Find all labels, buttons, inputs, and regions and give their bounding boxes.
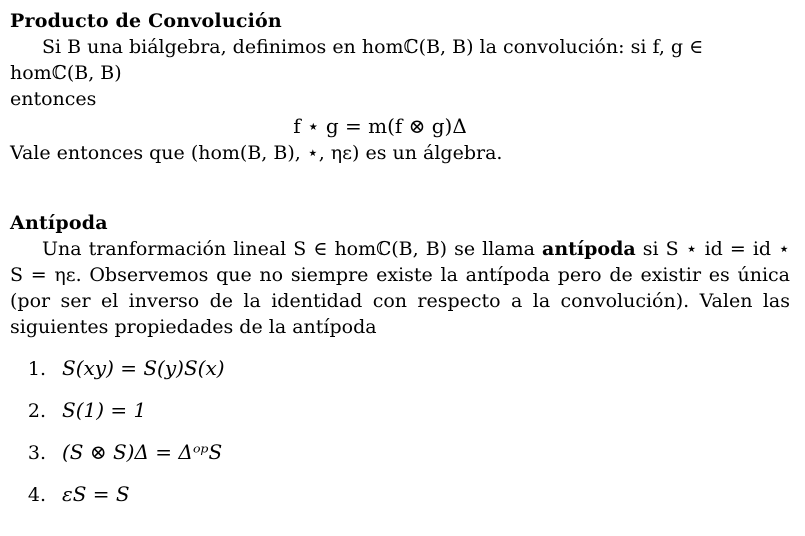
document-page — [10, 8, 790, 516]
antipode-paragraph — [10, 236, 790, 340]
property-item — [10, 348, 790, 390]
property-item — [10, 432, 790, 474]
property-item — [10, 390, 790, 432]
property-number: 1. — [27, 358, 46, 380]
convolution-paragraph-line1: Si B una biálgebra, definimos en homℂ(B, B) la convolución: si f, g ∈ homℂ(B, B) — [10, 36, 704, 84]
property-formula: εS = S — [62, 482, 130, 506]
property-formula: S(xy) = S(y)S(x) — [62, 356, 225, 380]
property-number: 3. — [27, 442, 46, 464]
antipode-properties-list — [10, 348, 790, 516]
convolution-equation: f ⋆ g = m(f ⊗ g)Δ — [293, 114, 467, 138]
antipode-paragraph-rest: si S ⋆ id = id ⋆ S = ηε. Observemos que no siempre existe la antípoda pero de existir es única (por ser el inverso de la identidad con respecto a la convolución). Valen las siguientes propiedades de la antípoda — [10, 238, 790, 338]
antipode-term: antípoda — [542, 238, 636, 260]
property-number: 4. — [27, 484, 46, 506]
property-item — [10, 474, 790, 516]
property-formula: S(1) = 1 — [62, 398, 147, 422]
property-number: 2. — [27, 400, 46, 422]
section-title-antipode: Antípoda — [10, 212, 108, 234]
section-title-convolution: Producto de Convolución — [10, 10, 282, 32]
section-spacer — [10, 166, 790, 210]
antipode-paragraph-start: Una tranformación lineal S ∈ homℂ(B, B) se llama — [42, 238, 543, 260]
convolution-paragraph-line2: entonces — [10, 88, 97, 110]
property-formula: (S ⊗ S)Δ = ΔᵒᵖS — [62, 440, 223, 464]
algebra-statement: Vale entonces que (hom(B, B), ⋆, ηε) es un álgebra. — [10, 142, 503, 164]
